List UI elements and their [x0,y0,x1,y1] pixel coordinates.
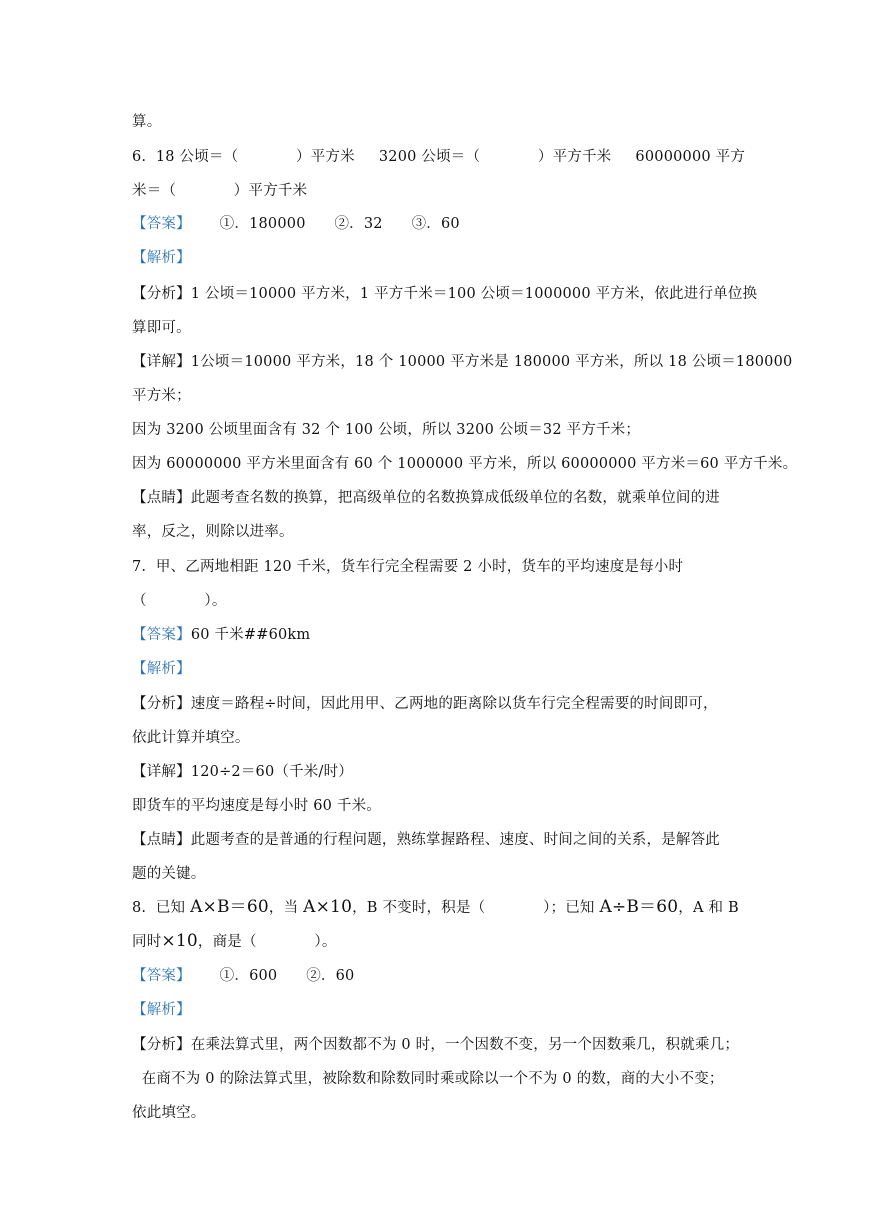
text-line [132,931,337,952]
text-line: 【详解】1公顷＝10000 平方米，18 个 10000 平方米是 180000 平方米，所以 18 公顷＝180000 [132,354,793,370]
text-line: 米＝（ ）平方千米 [132,183,308,199]
answer-tag: 【答案】 [132,216,191,232]
analysis-line [132,659,191,679]
answer-line [132,214,460,234]
analysis-tag: 【解析】 [132,661,191,677]
text-line: （ ）。 [132,593,227,609]
text-line: 【分析】在乘法算式里，两个因数都不为 0 时，一个因数不变，另一个因数乘几，积就乘几； [132,1037,740,1053]
question-8 [132,897,739,918]
answer-tag: 【答案】 [132,627,191,643]
math-expression: A÷B＝60 [599,897,679,917]
text-line: 依此计算并填空。 [132,730,250,746]
text-segment: 同时 [132,934,162,950]
text-line: 因为 60000000 平方米里面含有 60 个 1000000 平方米，所以 60000000 平方米＝60 平方千米。 [132,456,798,472]
answer-line [132,625,310,645]
text-segment: ，当 [268,900,304,916]
text-line: 【点睛】此题考查的是普通的行程问题，熟练掌握路程、速度、时间之间的关系，是解答此 [132,832,720,848]
question-7: 7. 甲、乙两地相距 120 千米，货车行完全程需要 2 小时，货车的平均速度是每小时 [132,559,684,575]
analysis-tag: 【解析】 [132,1002,191,1018]
answer-text: ①．600 ②．60 [190,968,355,984]
answer-text: 60 千米##60km [190,627,311,643]
math-expression: A×10 [303,897,353,917]
answer-tag: 【答案】 [132,968,191,984]
text-line: 题的关键。 [132,866,206,882]
math-expression: ×10 [161,931,198,951]
text-line: 依此填空。 [132,1105,206,1121]
text-line: 即货车的平均速度是每小时 60 千米。 [132,798,381,814]
text-line: 算即可。 [132,320,191,336]
answer-line [132,966,354,986]
answer-text: ①．180000 ②．32 ③．60 [190,216,460,232]
text-line: 算。 [132,114,162,130]
text-segment: 8. 已知 [132,900,191,916]
text-line: 平方米； [132,388,191,404]
text-segment: ，B 不变时，积是（ ）；已知 [352,900,600,916]
text-line: 因为 3200 公顷里面含有 32 个 100 公顷，所以 3200 公顷＝32 平方千米； [132,422,641,438]
text-line: 【点睛】此题考查名数的换算，把高级单位的名数换算成低级单位的名数，就乘单位间的进 [132,490,720,506]
text-line: 在商不为 0 的除法算式里，被除数和除数同时乘或除以一个不为 0 的数，商的大小不变； [132,1071,724,1087]
math-expression: A×B＝60 [190,897,269,917]
text-line: 【分析】1 公顷＝10000 平方米，1 平方千米＝100 公顷＝1000000 平方米，依此进行单位换 [132,286,758,302]
analysis-tag: 【解析】 [132,250,191,266]
analysis-line [132,248,191,268]
analysis-line [132,1000,191,1020]
text-segment: ，A 和 B [678,900,739,916]
text-segment: ，商是（ ）。 [197,934,337,950]
text-line: 率，反之，则除以进率。 [132,524,294,540]
text-line: 【分析】速度＝路程÷时间，因此用甲、乙两地的距离除以货车行完全程需要的时间即可， [132,696,718,712]
question-6: 6. 18 公顷＝（ ）平方米 3200 公顷＝（ ）平方千米 60000000 平方 [132,149,746,165]
text-line: 【详解】120÷2＝60（千米/时） [132,764,353,780]
